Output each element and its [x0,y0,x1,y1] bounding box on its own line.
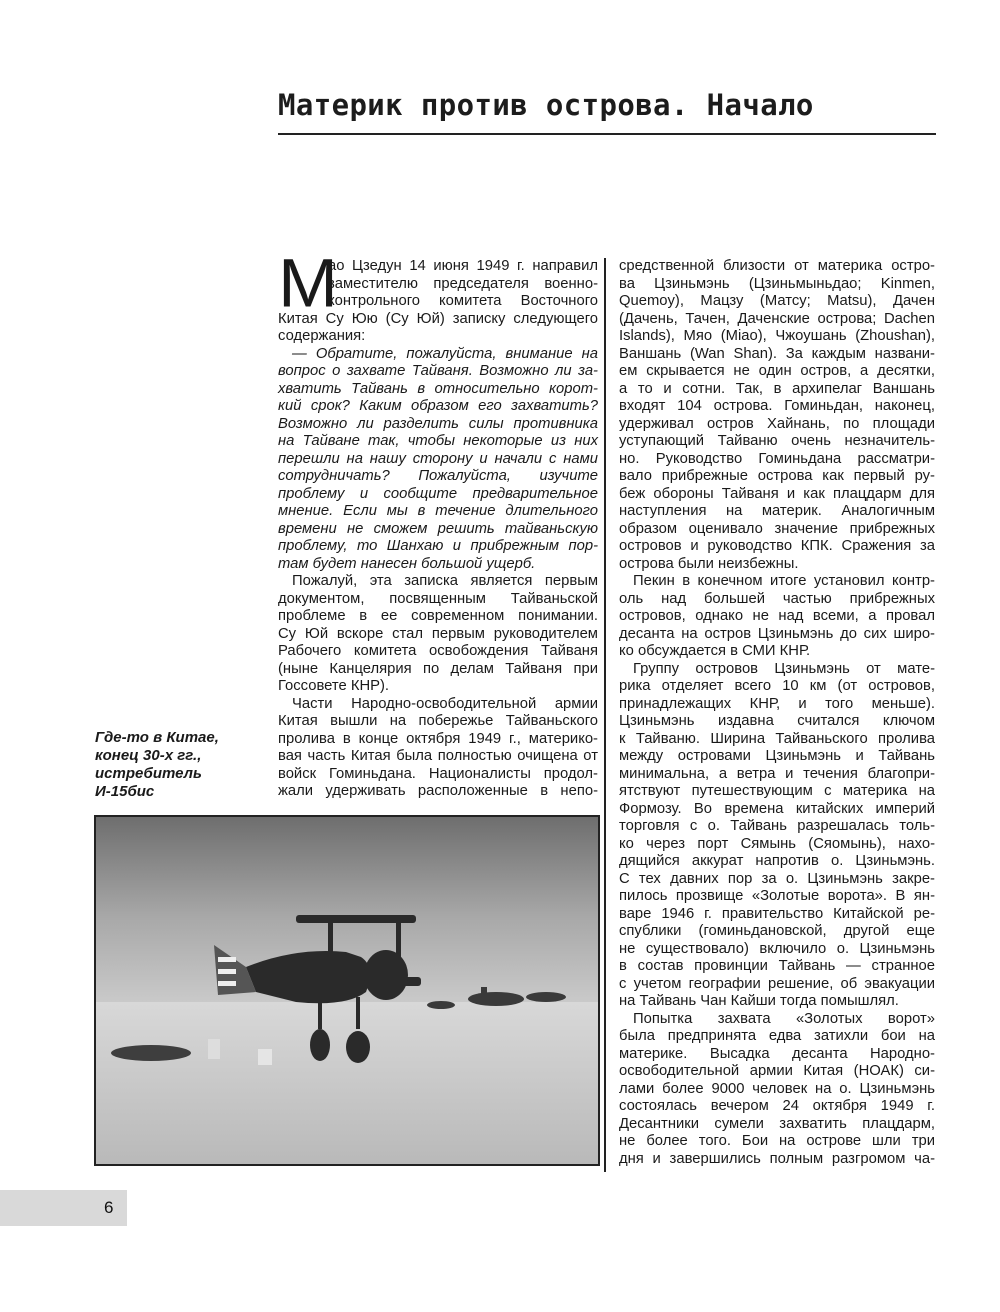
text-line: средственной близости от материка остро- [619,258,935,274]
text-line: (Дачень, Тачен, Даченские острова; Dachen [619,310,935,327]
text-line: Пекин в конечном итоге установил контр- [633,573,935,589]
text-line: контрольного комитета Восточного [328,293,598,309]
text-line: С тех давних пор за о. Цзиньмэнь закре- [619,870,935,887]
text-line: пролива в конце октября 1949 г., материко- [278,730,598,747]
text-line: вая часть Китая была полностью очищена от [278,748,598,764]
photo-caption [95,729,245,801]
text-line: наступления на материк. Аналогичным [619,503,935,519]
text-line: с учетом географии решение, об эвакуации [619,975,935,992]
text-line: Возможно ли разделить силы противника [278,415,598,432]
text-line: Пожалуй, эта записка является первым [292,573,598,589]
text-line: Попытка захвата «Золотых ворот» [633,1010,935,1027]
text-column-2 [619,258,935,1168]
text-line: удерживал остров Хайнань, по площади [619,415,935,432]
text-line: перешли на нашу сторону и начали с нами [278,450,598,467]
paragraph [619,661,935,1011]
text-line: Госсовете КНР). [278,678,390,694]
text-line: Китая вышли на побережье Тайваньского [278,713,598,729]
text-line: Quemoy), Мацзу (Матсу; Matsu), Дачен [619,293,935,309]
text-line: была предпринята едва затихли бои на [619,1028,935,1044]
text-line: Рабочего комитета освобождения Тайваня [278,643,598,659]
text-line: на Тайване так, чтобы некоторые из них [278,433,598,449]
text-line: жали удерживать расположенные в непо- [278,783,598,799]
caption-line: Где-то в Китае, [95,729,219,746]
paragraph [619,573,935,661]
text-line: проблему, то Шанхаю и прибрежным пор- [278,538,598,554]
text-line: кий срок? Каким образом его захватить? [278,398,598,414]
text-line: состоялась вечером 24 октября 1949 г. [619,1098,935,1114]
text-line: ва Цзиньмэнь (Цзиньмыньдао; Kinmen, [619,275,935,292]
text-line: уступающий Тайваню очень незначитель- [619,433,935,449]
caption-line: истребитель [95,765,202,782]
text-line: Десантники сумели захватить плацдарм, [619,1115,935,1132]
article-title: Материк против острова. Начало [278,88,814,122]
text-line: между островами Цзиньмэнь и Тайвань [619,748,935,764]
text-line: проблеме в ее современном понимании. [278,608,598,624]
text-line: Китая Су Юю (Су Юй) записку следующего [278,310,598,327]
paragraph [278,346,598,574]
text-column-1 [278,245,598,801]
text-line: лами более 9000 человек на о. Цзиньмэнь [619,1080,935,1097]
text-line: — Обратите, пожалуйста, внимание на [292,345,598,362]
text-line: принадлежащих КНР, и того меньше). [619,695,935,712]
paragraph [619,1011,935,1169]
text-line: рика отделяет всего 10 км (от островов, [619,678,935,694]
caption-line: И-15бис [95,783,155,800]
text-line: ем скрывается не один остров, а десятки, [619,363,935,379]
text-line: содержания: [278,328,366,344]
text-line: вопрос о захвате Тайваня. Возможно ли за- [278,363,598,379]
text-line: не более того. Бои на острове шли три [619,1133,935,1149]
text-line: дящийся аккурат напротив о. Цзиньмэнь. [619,853,935,869]
text-line: образом оценивало значение прибрежных [619,520,935,537]
text-line: войск Гоминьдана. Националисты продол- [278,765,598,782]
text-line: острова были неизбежны. [619,555,799,572]
text-line: оль над большей частью прибрежных [619,590,935,607]
text-line: там будет нанесен большой ущерб. [278,555,536,572]
page-number: 6 [104,1198,114,1217]
paragraph [619,258,935,573]
text-line: минимальна, а ветра и течения благопри- [619,765,935,782]
text-line: дня и завершились полным разгромом ча- [619,1150,935,1167]
text-line: пилось прозвище «Золотые ворота». В ян- [619,888,935,904]
text-line: сотрудничать? Пожалуйста, изучите [278,468,598,484]
text-line: времени не сможем решить тайваньскую [278,520,598,537]
text-line: Ваншань (Wan Shan). За каждым названи- [619,345,935,362]
drop-cap: М [278,245,338,322]
text-line: Группу островов Цзиньмэнь от мате- [633,660,935,677]
title-rule [278,133,936,135]
text-line: Цзиньмэнь издавна считался ключом [619,713,935,729]
text-line: торговля с о. Тайвань разрешалась толь- [619,818,935,834]
text-line: вало прибрежные острова как первый ру- [619,468,935,484]
paragraph [278,696,598,801]
text-line: ао Цзедун 14 июня 1949 г. направил [328,258,598,274]
text-line: островов и руководство КПК. Сражения за [619,538,935,554]
text-line: ятствуют путешествующим с материка на [619,783,935,799]
text-line: в состав провинции Тайвань — странное [619,958,935,974]
caption-line: конец 30-х гг., [95,747,202,764]
text-line: входят 104 острова. Гоминьдан, наконец, [619,398,935,414]
text-line: Формозу. Во времена китайских империй [619,800,935,817]
text-line: спублики (гоминьдановской, другой еще [619,923,935,939]
text-line: освободительной армии Китая (НОАК) си- [619,1063,935,1079]
text-line: проблему и сообщите предварительное [278,485,598,502]
text-line: на Тайвань Чан Кайши тогда помышлял. [619,993,899,1009]
text-line: ко через порт Сямынь (Сяомынь), нахо- [619,835,935,852]
text-line: к Тайваню. Ширина Тайваньского пролива [619,730,935,747]
text-line: варе 1946 г. правительство Китайской ре- [619,905,935,922]
text-line: Islands), Мяо (Miao), Чжоушань (Zhoushan), [619,328,935,344]
text-line: материке. Высадка десанта Народно- [619,1045,935,1062]
text-line: Су Юй вскоре стал первым руководителем [278,625,598,642]
text-line: десанта на остров Цзиньмэнь до сих широ- [619,625,935,642]
text-line: но. Руководство Гоминьдана рассматри- [619,450,935,467]
text-line: документом, посвященным Тайваньской [278,590,598,607]
column-divider [604,258,606,1172]
text-line: заместителю председателя военно- [328,275,598,292]
text-line: мнение. Если мы в течение длительного [278,503,598,519]
text-line: не существовало) включило о. Цзиньмэнь [619,940,935,957]
text-line: Части Народно-освободительной армии [292,695,598,712]
text-line: хватить Тайвань в относительно корот- [278,380,598,397]
photo-biplane-i15bis [94,815,600,1166]
text-line: ко обсуждается в СМИ КНР. [619,643,811,659]
text-line: островов, однако не над всеми, а провал [619,608,935,624]
text-line: беж обороны Тайваня и как плацдарм для [619,485,935,502]
text-line: а то и сотни. Так, в архипелаг Ваншань [619,380,935,397]
paragraph [278,573,598,696]
text-line: (ныне Канцелярия по делам Тайваня при [278,660,598,677]
